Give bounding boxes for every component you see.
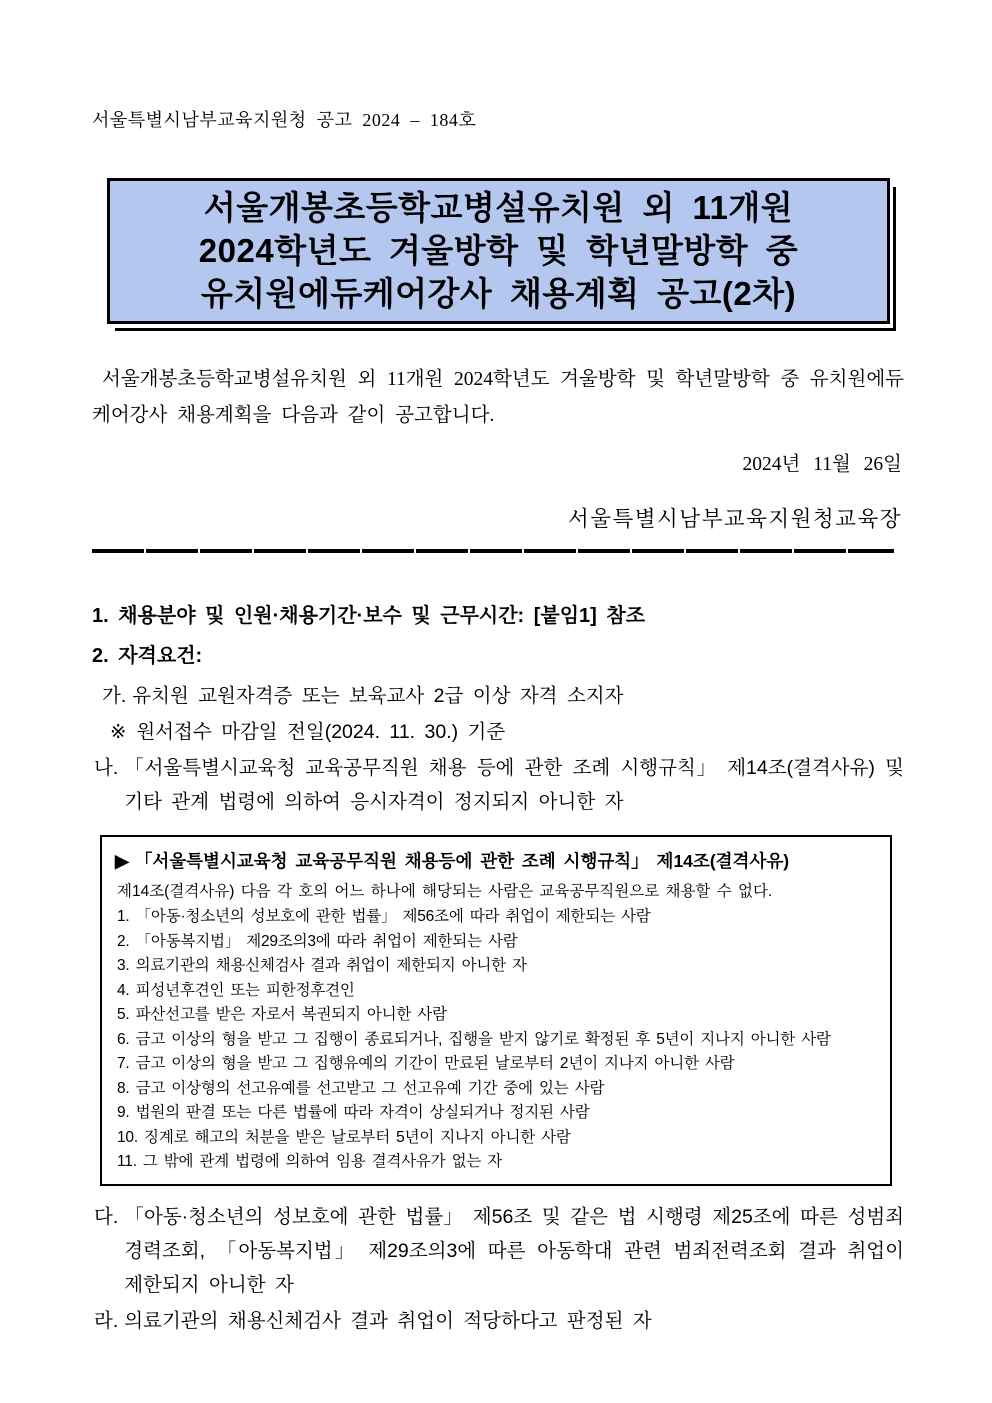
rule-item: 9. 법원의 판결 또는 다른 법률에 따라 자격이 상실되거나 정지된 사람 <box>117 1104 590 1121</box>
rule-item: 1. 「아동·청소년의 성보호에 관한 법률」 제56조에 따라 취업이 제한되는 사람 <box>117 908 651 925</box>
item-da-text: 「아동·청소년의 성보호에 관한 법률」 제56조 및 같은 법 시행령 제25조에 따른 성범죄경력조회, 「아동복지법」 제29조의3에 따른 아동학대 관련 범죄전력조회 결과 취업이 제한되지 아니한 자 <box>124 1205 904 1296</box>
title-line: 서울개봉초등학교병설유치원 외 11개원 <box>203 189 794 226</box>
qualification-item-ra <box>92 1304 904 1338</box>
qualification-item-na <box>92 751 904 819</box>
qualification-note <box>92 715 904 749</box>
section-divider <box>92 549 894 553</box>
item-na-label: 나. <box>94 757 119 779</box>
rule-item: 7. 금고 이상의 형을 받고 그 집행유예의 기간이 만료된 날로부터 2년이 지나지 아니한 사람 <box>117 1055 735 1072</box>
rule-box-intro: 제14조(결격사유) 다음 각 호의 어느 하나에 해당되는 사람은 교육공무직원으로 채용할 수 없다. <box>117 883 773 900</box>
item-ra-text: 의료기관의 채용신체검사 결과 취업이 적당하다고 판정된 자 <box>124 1309 652 1332</box>
issuer-name: 서울특별시남부교육지원청교육장 <box>567 507 902 531</box>
item-ga-label: 가. <box>102 685 127 707</box>
rule-item: 11. 그 밖에 관계 법령에 의하여 임용 결격사유가 없는 자 <box>117 1153 502 1170</box>
rule-item: 10. 징계로 해고의 처분을 받은 날로부터 5년이 지나지 아니한 사람 <box>117 1128 571 1146</box>
rule-item: 4. 피성년후견인 또는 피한정후견인 <box>117 981 355 999</box>
item-ra-label: 라. <box>94 1309 119 1332</box>
qualification-item-ga <box>92 679 904 713</box>
announcement-date: 2024년 11월 26일 <box>742 454 902 475</box>
triangle-marker-icon: ▶ <box>115 851 129 871</box>
qualification-item-da <box>92 1200 904 1302</box>
section-2-heading: 2. 자격요건: <box>92 645 203 667</box>
notice-number: 서울특별시남부교육지원청 공고 2024 – 184호 <box>92 110 477 130</box>
rule-item: 3. 의료기관의 채용신체검사 결과 취업이 제한되지 아니한 자 <box>117 957 527 974</box>
title-box <box>107 178 890 324</box>
rule-item: 2. 「아동복지법」 제29조의3에 따라 취업이 제한되는 사람 <box>117 932 518 950</box>
note-text: 원서접수 마감일 전일(2024. 11. 30.) 기준 <box>136 721 506 743</box>
rule-item-list <box>115 905 878 1175</box>
rule-item: 5. 파산선고를 받은 자로서 복권되지 아니한 사람 <box>117 1006 447 1023</box>
rule-box-title-text: 「서울특별시교육청 교육공무직원 채용등에 관한 조례 시행규칙」 제14조(결격사유) <box>134 851 790 871</box>
intro-paragraph: 서울개봉초등학교병설유치원 외 11개원 2024학년도 겨울방학 및 학년말방학 중 유치원에듀케어강사 채용계획을 다음과 같이 공고합니다. <box>92 369 904 426</box>
rule-item: 8. 금고 이상형의 선고유예를 선고받고 그 선고유예 기간 중에 있는 사람 <box>117 1079 605 1097</box>
section-1-heading: 1. 채용분야 및 인원·채용기간·보수 및 근무시간: [붙임1] 참조 <box>92 605 646 627</box>
title-line: 2024학년도 겨울방학 및 학년말방학 중 <box>198 232 799 269</box>
rule-item: 6. 금고 이상의 형을 받고 그 집행이 종료되거나, 집행을 받지 않기로 확정된 후 5년이 지나지 아니한 사람 <box>117 1030 831 1048</box>
disqualification-rule-box <box>100 835 892 1186</box>
title-line: 유치원에듀케어강사 채용계획 공고(2차) <box>200 275 797 312</box>
item-da-label: 다. <box>94 1205 119 1228</box>
rule-box-title <box>115 848 878 874</box>
reference-mark: ※ <box>110 721 127 743</box>
item-ga-text: 유치원 교원자격증 또는 보육교사 2급 이상 자격 소지자 <box>132 685 624 707</box>
item-na-text: 「서울특별시교육청 교육공무직원 채용 등에 관한 조례 시행규칙」 제14조(결격사유) 및 기타 관계 법령에 의하여 응시자격이 정지되지 아니한 자 <box>124 757 904 813</box>
